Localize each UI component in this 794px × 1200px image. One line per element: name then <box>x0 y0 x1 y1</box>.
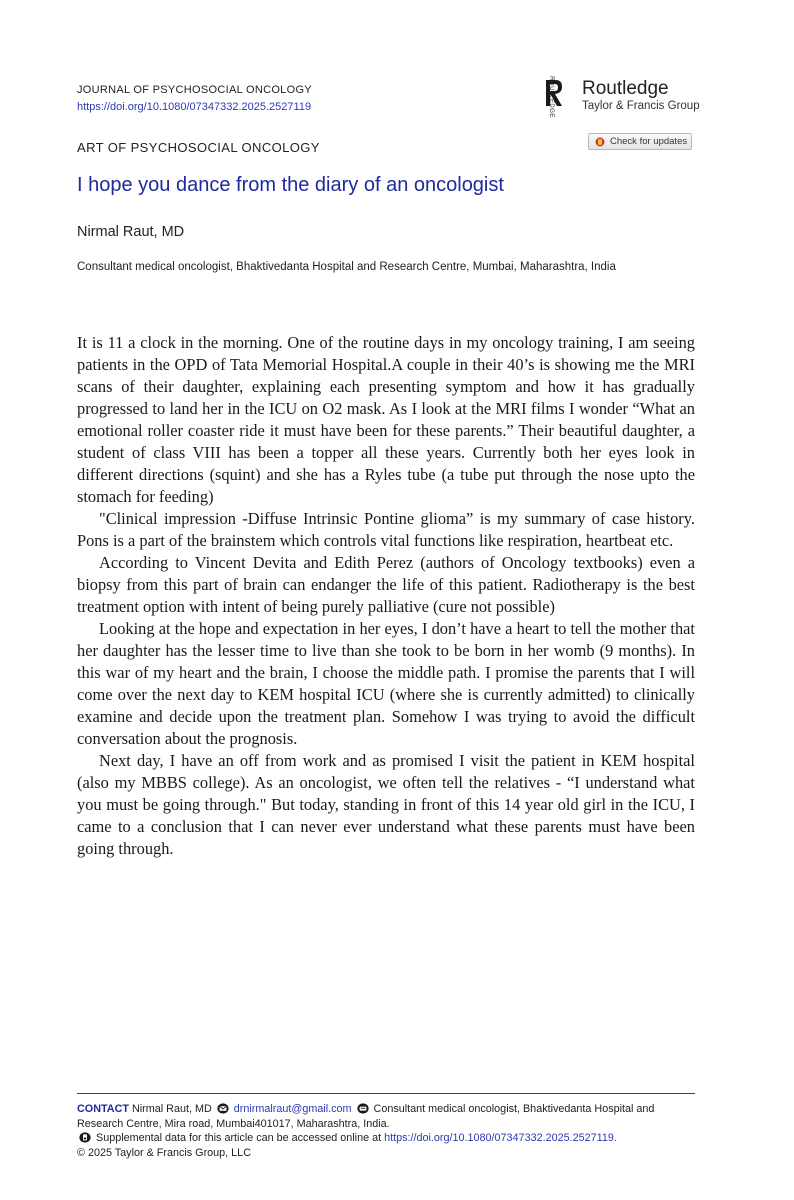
journal-name: JOURNAL OF PSYCHOSOCIAL ONCOLOGY <box>77 84 312 96</box>
footnotes <box>77 1102 695 1160</box>
contact-email-link[interactable]: drnirmalraut@gmail.com <box>233 1103 352 1115</box>
contact-line <box>77 1102 695 1131</box>
author-affiliation: Consultant medical oncologist, Bhaktivedanta Hospital and Research Centre, Mumbai, Maharashtra, India <box>77 261 616 273</box>
section-label: ART OF PSYCHOSOCIAL ONCOLOGY <box>77 140 320 155</box>
footnote-divider <box>77 1093 695 1094</box>
article-body <box>77 332 695 860</box>
article-title: I hope you dance from the diary of an oncologist <box>77 174 504 196</box>
doi-link[interactable]: https://doi.org/10.1080/07347332.2025.2527119 <box>77 101 312 113</box>
supplemental-text: Supplemental data for this article can be accessed online at <box>96 1132 382 1144</box>
publisher-vertical-text: ROUTLEDGE <box>547 76 554 118</box>
body-paragraph: Next day, I have an off from work and as promised I visit the patient in KEM hospital (also my MBBS college). As an oncologist, we often tell the relatives - “I understand what you must be going through." But today, standing in front of this 14 year old girl in the ICU, I came to a conclusion that I can never ever understand what these parents must have been going through. <box>77 751 695 858</box>
body-paragraph: According to Vincent Devita and Edith Perez (authors of Oncology textbooks) even a biopsy from this part of brain can endanger the life of this patient. Radiotherapy is the best treatment option with intent of being purely palliative (cure not possible) <box>77 553 695 616</box>
email-icon <box>217 1103 229 1114</box>
publisher-name: Routledge <box>582 78 669 99</box>
body-paragraph: It is 11 a clock in the morning. One of the routine days in my oncology training, I am seeing patients in the OPD of Tata Memorial Hospital.A couple in their 40’s is showing me the MRI scans of their daughter, explaining each presenting symptom and how it has gradually progressed to land her in the ICU on O2 mask. As I look at the MRI films I wonder “What an emotional roller coaster ride it must have been for these parents.” Their beautiful daughter, a student of class VIII has been a topper all these years. Currently both her eyes look in different directions (squint) and she has a Ryles tube (a tube put through the nose upto the stomach for feeding) <box>77 333 695 506</box>
supplemental-doi-link[interactable]: https://doi.org/10.1080/07347332.2025.2527119. <box>384 1132 617 1144</box>
contact-label: CONTACT <box>77 1103 129 1115</box>
address-icon <box>357 1103 369 1114</box>
article-author: Nirmal Raut, MD <box>77 224 185 240</box>
body-paragraph: "Clinical impression -Diffuse Intrinsic Pontine glioma” is my summary of case history. Pons is a part of the brainstem which controls vital functions like respiration, heartbeat etc. <box>77 509 695 550</box>
copyright: © 2025 Taylor & Francis Group, LLC <box>77 1146 251 1159</box>
publisher-subtitle: Taylor & Francis Group <box>582 100 700 112</box>
contact-name: Nirmal Raut, MD <box>131 1103 212 1115</box>
supplemental-line <box>77 1131 695 1146</box>
check-updates-button[interactable] <box>588 133 692 150</box>
contact-address: Consultant medical oncologist, Bhaktivedanta Hospital and Research Centre, Mira road, Mumbai401017, Maharashtra, India. <box>77 1103 655 1130</box>
supplemental-data-icon <box>79 1132 91 1143</box>
crossmark-icon <box>595 137 605 147</box>
body-paragraph: Looking at the hope and expectation in her eyes, I don’t have a heart to tell the mother that her daughter has the lesser time to live than she took to be born in her womb (9 months). In this war of my heart and the brain, I choose the middle path. I promise the parents that I will come over the next day to KEM hospital ICU (where she is currently admitted) to clinically examine and decide upon the treatment plan. Somehow I was trying to avoid the difficult conversation about the prognosis. <box>77 619 695 748</box>
check-updates-label: Check for updates <box>610 136 688 147</box>
